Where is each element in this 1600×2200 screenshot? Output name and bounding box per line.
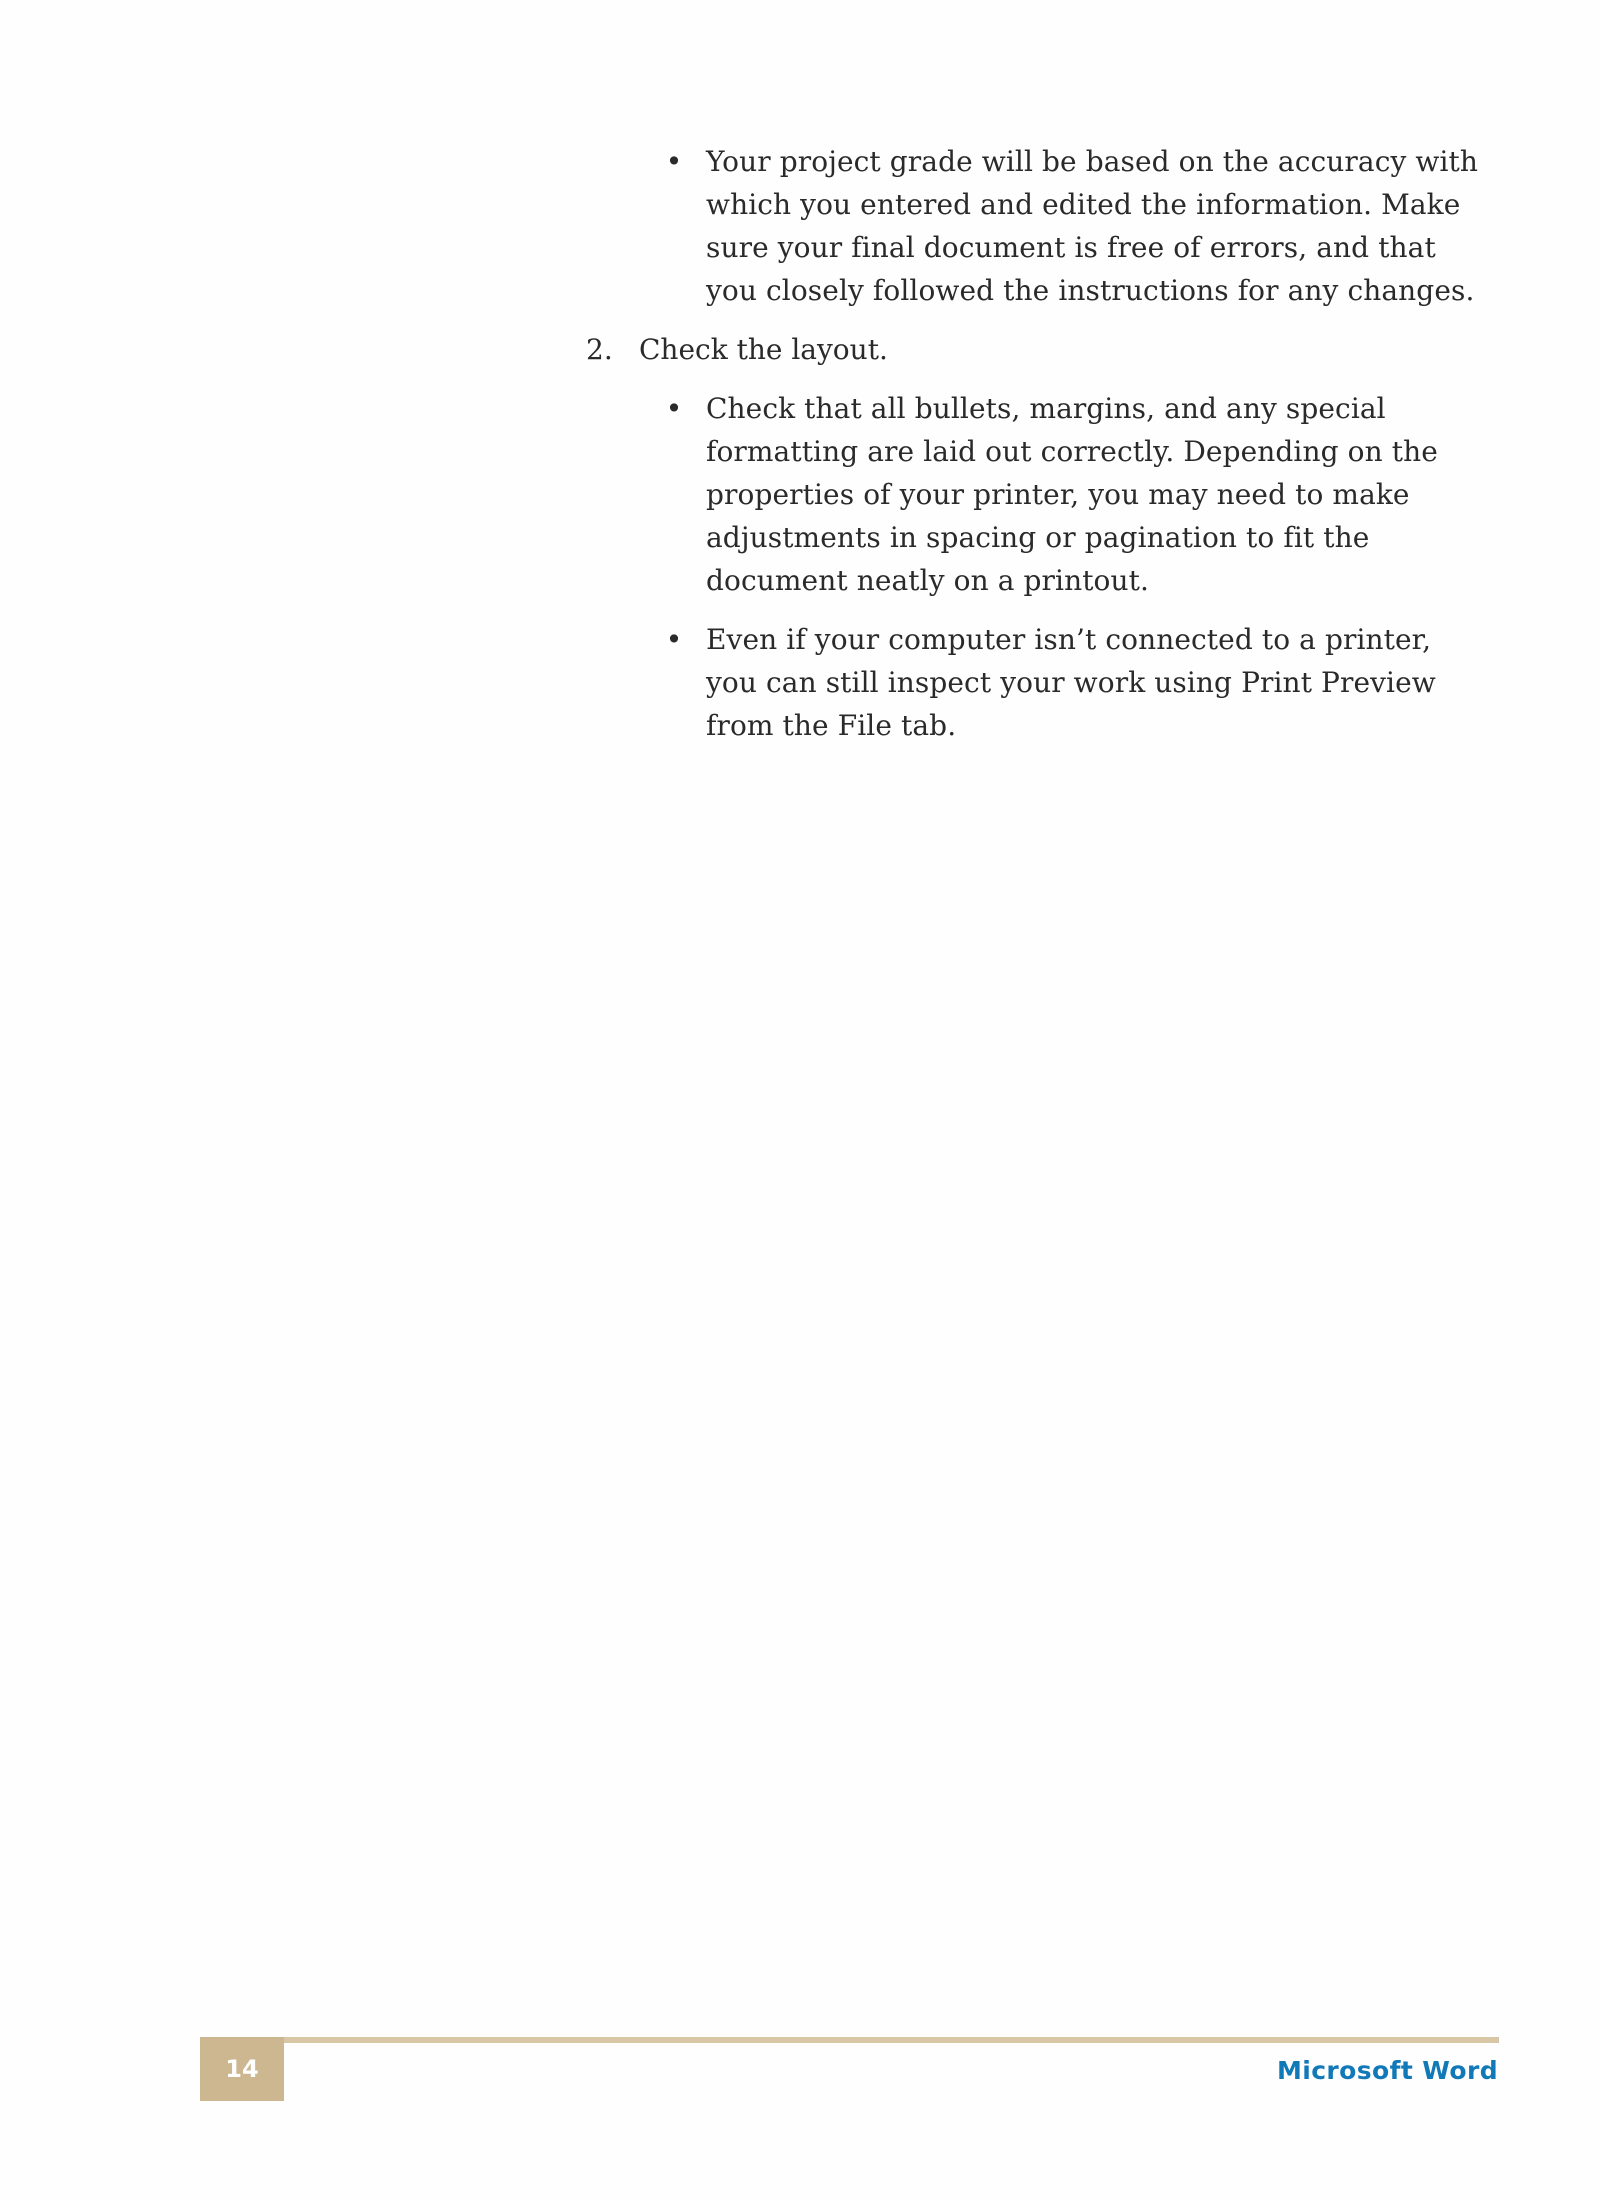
bullet-icon: • xyxy=(665,145,683,178)
footer-rule xyxy=(282,2037,1499,2043)
bullet-icon: • xyxy=(665,623,683,656)
step-text: Check the layout. xyxy=(639,333,888,366)
numbered-step-2 xyxy=(584,328,1484,371)
bullet-text: Your project grade will be based on the accuracy with which you entered and edited the information. Make sure your final document is free of errors, and that you closely followed the instructions for any changes. xyxy=(706,145,1479,307)
bullet-item-print-preview xyxy=(584,618,1484,747)
bullet-item-grade xyxy=(584,140,1484,312)
bullet-text: Even if your computer isn’t connected to a printer, you can still inspect your work using Print Preview from the File tab. xyxy=(706,623,1436,742)
bullet-icon: • xyxy=(665,392,683,425)
bullet-item-layout xyxy=(584,387,1484,602)
page-number: 14 xyxy=(200,2037,284,2101)
page-content xyxy=(584,140,1484,763)
step-number: 2. xyxy=(586,333,613,366)
bullet-text: Check that all bullets, margins, and any special formatting are laid out correctly. Depending on the properties of your printer, you may need to make adjustments in spacing or pagination to fit the document neatly on a printout. xyxy=(706,392,1438,597)
footer-title: Microsoft Word xyxy=(1276,2056,1498,2085)
